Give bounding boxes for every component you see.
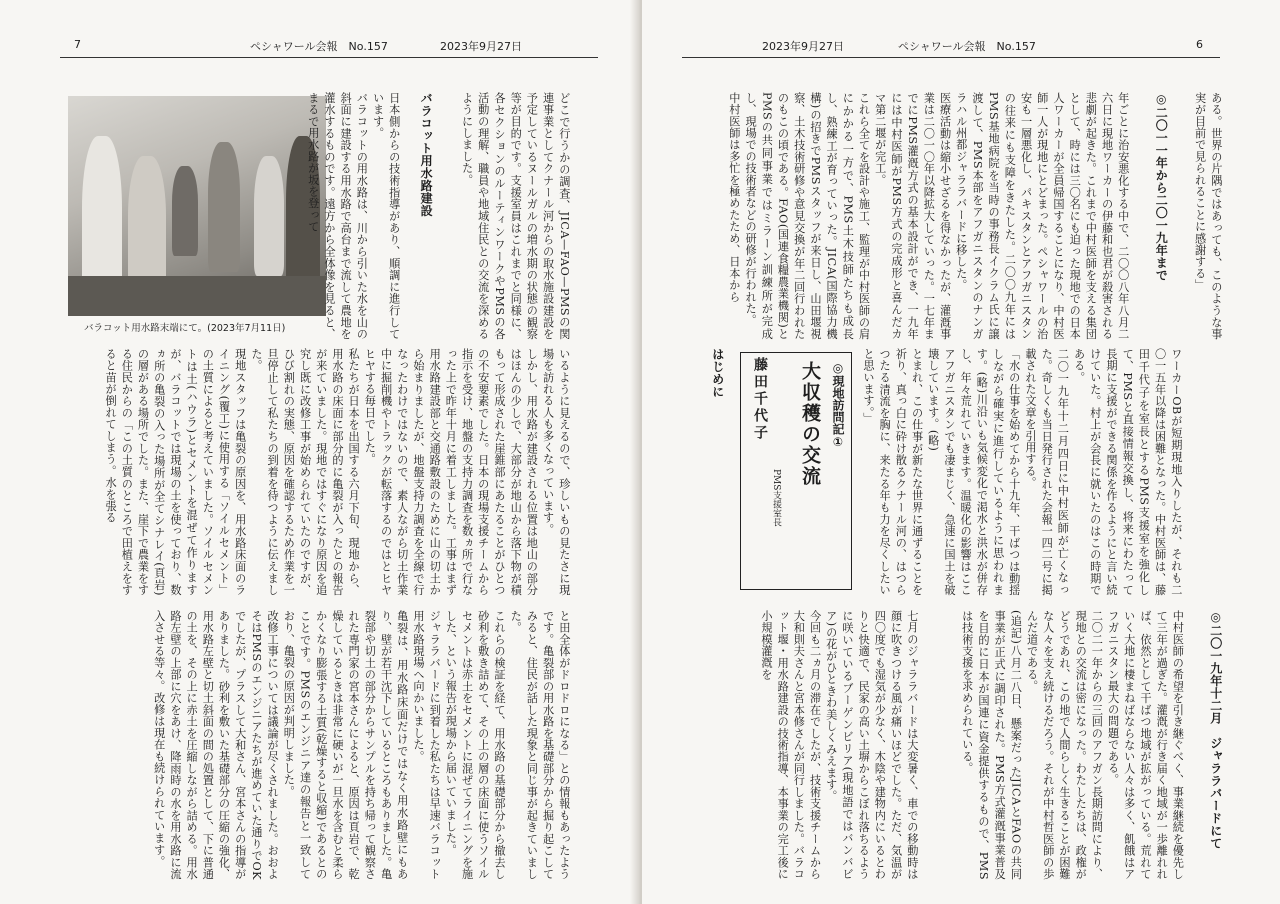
section-heading: バラコット用水路建設 xyxy=(419,92,434,217)
article-title-box xyxy=(740,352,852,590)
article-bottom-right-a xyxy=(692,610,936,880)
article-top-left xyxy=(306,92,588,340)
header-rule xyxy=(60,57,598,58)
paragraph: 年ごとに治安悪化する中で、二〇〇八年八月二六日に現地ワーカーの伊藤和也君が殺害される悲劇が起きた。これまで中村医師を支える集団として、時には三〇名にも迫った現地での日本人ワーカーが全員帰国することになり、中村医師一人が現地にとどまった。ペシャワールの治安も一層悪化し、パキスタンとアフガニスタンの往来にも支障をきたした。二〇〇九年にはPMS基地病院を当時の事務長イクラム氏に譲渡して、PMS本部をアフガニスタンのナンガラハル州都ジャララバードに移した。 医療活動は縮小せざるを得なかったが、灌漑事業は二〇一〇年以降拡大していった。一七年までにPMS灌漑方式の基本設計ができ、一九年には中村医師がPMS方式の完成形と喜んだカマ第二堰が完工。 これら全てを設計や施工、監理が中村医師の肩にかかる一方で、PMS土木技師たちも成長し、熟練工が育っていった。JICA(国際協力機構)の招きでPMSスタッフが来日し、山田堰視察、土木技術研修や意見交換が年二回行われたのもこの頃である。FAO(国連食糧農業機関)とPMSの共同事業ではミラーン訓練所が完成し、現場での技術者などの研修が行われた。 中村医師は多忙を極めたため、日本から xyxy=(727,92,1130,340)
article-bottom-left-c xyxy=(60,610,588,880)
left-page xyxy=(0,0,638,904)
publication-name: ペシャワール会報 No.157 xyxy=(898,40,1036,53)
paragraph: ワーカーOBが短期現地入りしたが、それも二〇一五年以降は困難となった。中村医師は、藤田千代子を室長とするPMS支援室を強化して、PMSと直接情報交換し、将来にわたって長期に支援ができる関係を作るようにと言い続けていた。村上が会長に就いたのはこの時期である。 二〇一九年十二月四日に中村医師が亡くなった。奇しくも当日発行された会報一四二号に掲載された文章を引用する。 「水の仕事を始めてから十九年、干ばつは動揺しながら確実に進行しているように思われます。(略)川沿いも気候変化で渇水と洪水が併存し、年々荒れていきます。温暖化の影響はここアフガニスタンでも凄まじく、急速に国土を破壊しています。(略) とまれ、この仕事が新たな世界に通ずることを祈り、真っ白に砕け散るクナール河の、はつらつたる清流を胸に、来たる年も力を尽くしたいと思います。」 xyxy=(861,348,1183,596)
photo-barakot-canal xyxy=(68,96,326,316)
paragraph: ある。世界の片隅ではあっても、このような事実が目前で見られることに感謝する」 xyxy=(1193,92,1223,340)
paragraph: 日本側からの技術指導があり、順調に進行しています。 バラコットの用水路は、川から引いた水を山の斜面に建設する用水路で高台まで流して農地を灌水するものです。遠方から全体像を見ると、まるで用水路が坂を登って xyxy=(306,92,401,340)
section-heading-intro: はじめに xyxy=(710,348,725,398)
section-heading-2019: ◎二〇一九年十二月 ジャララバードにて xyxy=(1208,610,1223,850)
page-number: 6 xyxy=(1196,38,1203,51)
photo-caption: バラコット用水路末端にて。(2023年7月11日) xyxy=(84,323,286,334)
article-bottom-right-intro xyxy=(702,348,742,596)
issue-date: 2023年9月27日 xyxy=(440,40,522,53)
right-page xyxy=(642,0,1280,904)
paragraph: いるように見えるので、珍しいもの見たさに現場を訪れる人も多くなっています。 しかし、用水路が建設される位置は地山の部分はほんの少しで、大部分が地山から落下物が積もって形成された崖錐部にあたることがひとつの不安要素でした。日本の現場支援チームから指示を受け、地盤の支持力調査を数ヵ所で行なった上で昨年十月に着工しました。工事はまず用水路建設部と交通路敷設のために山の切土から始まりましたが、地盤支持力調査を全線で行なったわけではないので、素人ながら切土作業中に掘削機やトラックが転落するのではとヒヤヒヤする毎日でした。 私たちが日本を出国する六月下旬、現地から、用水路の床面に部分的に亀裂が入ったとの報告が来ていました。現地ではすぐになり原因を追究し既に改修工事が始められていたのですが、ひび割れの実態、原因を確認するため作業を一旦停止して私たちの到着を待つように伝えました。 現地スタッフは亀裂の原因を、用水路床面のライニング(覆工)に使用する「ソイルセメント」の土質によると考えていました。ソイルセメントは土(ハウラ)とセメントを混ぜて作りますが、バラコットでは現場の土を使っており、数ヵ所の亀裂の入った場所が全てシナレイ(頁岩)の層がある場所でした。また、崖下で農業をする住民からの「この土質のところで田植えをすると苗が倒れてしまう。水を張る xyxy=(104,348,571,596)
article-bottom-right-b xyxy=(942,610,1240,880)
issue-date: 2023年9月27日 xyxy=(762,40,844,53)
paragraph: どこで行うかの調査、JICA—FAO—PMSの関連事業としてクナール河からの取水施設建設を予定しているヌールガルの増水期の状態の観察等が目的です。支援室員はこれまでと同様に、各セクションのルーティンワークやPMSの各活動の理解、職員や地域住民との交流を深めるようにしました。 xyxy=(460,92,571,340)
article-bottom-left-a xyxy=(104,348,588,596)
publication-name: ペシャワール会報 No.157 xyxy=(250,40,388,53)
page-number: 7 xyxy=(74,38,81,51)
paragraph: 中村医師の希望を引き継ぐべく、事業継続を優先して三年が過ぎた。灌漑が行き届く地域が一歩離れれば、依然として干ばつ地域が拡がっている。荒れていく大地に棲まねばならない人々は多く、飢餓はアフガニスタン最大の問題である。 二〇二一年からの三回のアフガン長期訪問により、現地との交流は密になった。わたしたちは、政権がどうであれ、この地で人間らしく生きることが困難な人々を支え続けるだろう。それが中村哲医師の歩んだ道である。 (追記)八月二八日、懸案だったJICAとFAOの共同事業が正式に調印された。PMS方式灌漑事業普及を目的に日本が国連に資金提供するもので、PMSは技術支援を求められている。 xyxy=(960,610,1185,880)
header-rule xyxy=(682,57,1220,58)
author-role: PMS支援室長 xyxy=(771,469,781,527)
article-kicker: ◎現地訪問記① xyxy=(831,361,845,449)
article-top-right xyxy=(692,92,1240,340)
author-name: 藤田千代子 xyxy=(752,357,768,442)
right-page-header xyxy=(642,34,1280,56)
section-heading-2011: ◎二〇一一年から二〇一九年まで xyxy=(1154,92,1169,282)
article-title: 大収穫の交流 xyxy=(799,361,821,487)
paragraph: 七月のジャララバードは大変暑く、車での移動時は顔に吹きつける風が痛いほどでした。ただ、気温が四〇度でも湿気が少なく、木陰や建物内にいるとわりと快適で、民家の高い土塀からこぼれ落ちるように咲いているブーゲンビリア(現地語ではバンバビア)の花がひときわ美しくみえます。 今回も二ヵ月の滞在でしたが、技術支援チームから大和則夫さんと宮本修さんが同行しました。バラコット堰・用水路建設の技術指導、本事業の完工後に小規模灌漑を xyxy=(759,610,919,880)
left-page-header xyxy=(0,34,638,56)
article-middle-right xyxy=(861,348,1200,596)
paragraph: と田全体がドロドロになる」との情報もあったようです。亀裂部の用水路を基礎部分から掘り起こしてみると、住民が話した現象と同じ事が起きていました。 これらの検証を経て、用水路の基礎部分から撤去し砂利を敷き詰めて、その上の層の床面に使うソイルセメントは赤土をセメントに混ぜてライニングを施した、という報告が現場から届いていました。 ジャララバードに到着した私たちは早速バラコット用水路現場へ向かいました。 亀裂は、用水路床面だけではなく用水路壁にもあり、壁が若干沈下しているところもありました。亀裂部や切土の部分からサンプルを持ち帰って観察された専門家の宮本さんによると、原因は頁岩で、乾燥しているときは非常に硬いが一旦水を含むと柔らかくなり膨張する土質(乾燥すると収縮)であるとのことです。PMSのエンジニア達の報告と一致しており、亀裂の原因が判明しました。 改修工事については議論が尽くされました。おおよそはPMSのエンジニアたちが進めていた通りでOKでしたが、プラスして大和さん、宮本さんの指導がありました。砂利を敷いた基礎部分の圧縮の強化、用水路左壁と切土斜面の間の処置として、下に普通の土を、その上に赤土を圧縮しながら詰める。用水路左壁の上部に穴をあけ、降雨時の水を用水路に流入させる等々。改修は現在も続けられています。 xyxy=(152,610,571,880)
article-bottom-left-b xyxy=(60,348,322,596)
